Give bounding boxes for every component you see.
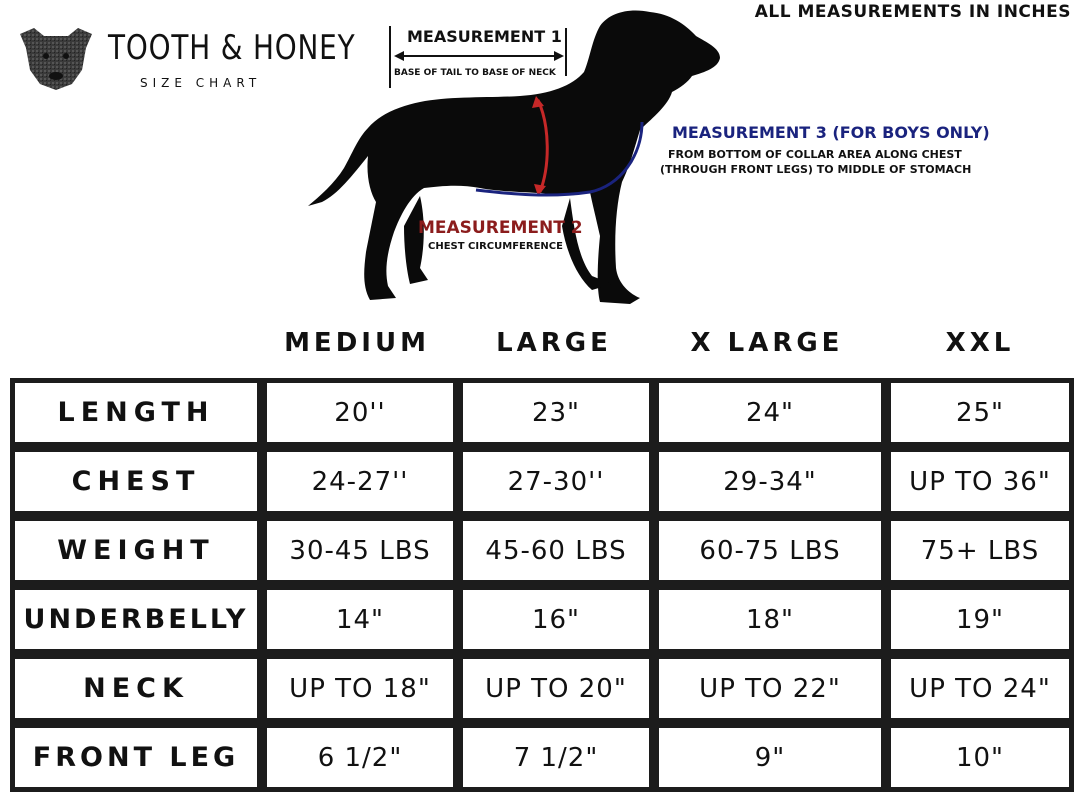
table-row — [10, 378, 1074, 447]
table-cell: 18" — [654, 585, 886, 654]
measurement-3-description-line-1: FROM BOTTOM OF COLLAR AREA ALONG CHEST — [668, 148, 962, 161]
table-row — [10, 585, 1074, 654]
table-cell: 9" — [654, 723, 886, 792]
table-cell: 24" — [654, 378, 886, 447]
size-chart-table — [10, 378, 1074, 792]
table-cell: 29-34" — [654, 447, 886, 516]
table-cell: 60-75 LBS — [654, 516, 886, 585]
table-cell: 30-45 LBS — [262, 516, 458, 585]
dog-head-logo-icon — [16, 26, 96, 92]
dog-measurement-diagram — [300, 6, 730, 310]
row-label-front-leg: FRONT LEG — [10, 723, 262, 792]
row-label-length: LENGTH — [10, 378, 262, 447]
table-cell: 23" — [458, 378, 654, 447]
column-header-large: LARGE — [496, 328, 612, 358]
measurement-2-title: MEASUREMENT 2 — [418, 218, 583, 238]
table-row — [10, 516, 1074, 585]
table-cell: 7 1/2" — [458, 723, 654, 792]
table-cell: 75+ LBS — [886, 516, 1074, 585]
table-cell: UP TO 22" — [654, 654, 886, 723]
measurement-1-title: MEASUREMENT 1 — [407, 27, 562, 46]
table-cell: 19" — [886, 585, 1074, 654]
table-cell: 27-30'' — [458, 447, 654, 516]
brand-subtitle: SIZE CHART — [140, 76, 262, 90]
table-cell: 20'' — [262, 378, 458, 447]
table-cell: 45-60 LBS — [458, 516, 654, 585]
dog-silhouette-icon — [308, 11, 720, 304]
column-header-medium: MEDIUM — [284, 328, 430, 358]
units-note: ALL MEASUREMENTS IN INCHES — [754, 2, 1071, 22]
table-cell: 10" — [886, 723, 1074, 792]
measurement-2-description: CHEST CIRCUMFERENCE — [428, 241, 563, 252]
row-label-underbelly: UNDERBELLY — [10, 585, 262, 654]
table-cell: UP TO 20" — [458, 654, 654, 723]
table-cell: UP TO 36" — [886, 447, 1074, 516]
row-label-neck: NECK — [10, 654, 262, 723]
table-cell: UP TO 18" — [262, 654, 458, 723]
table-cell: 25" — [886, 378, 1074, 447]
column-header-xxl: XXL — [945, 328, 1015, 358]
table-cell: 24-27'' — [262, 447, 458, 516]
table-cell: 16" — [458, 585, 654, 654]
measurement-3-title: MEASUREMENT 3 (FOR BOYS ONLY) — [672, 123, 990, 142]
column-header-x-large: X LARGE — [690, 328, 844, 358]
table-cell: 14" — [262, 585, 458, 654]
table-cell: UP TO 24" — [886, 654, 1074, 723]
row-label-weight: WEIGHT — [10, 516, 262, 585]
table-cell: 6 1/2" — [262, 723, 458, 792]
measurement-1-description: BASE OF TAIL TO BASE OF NECK — [394, 68, 556, 78]
table-row — [10, 723, 1074, 792]
brand-name: TOOTH & HONEY — [108, 28, 356, 68]
measurement-3-description-line-2: (THROUGH FRONT LEGS) TO MIDDLE OF STOMACH — [660, 163, 972, 176]
table-row — [10, 447, 1074, 516]
table-row — [10, 654, 1074, 723]
row-label-chest: CHEST — [10, 447, 262, 516]
